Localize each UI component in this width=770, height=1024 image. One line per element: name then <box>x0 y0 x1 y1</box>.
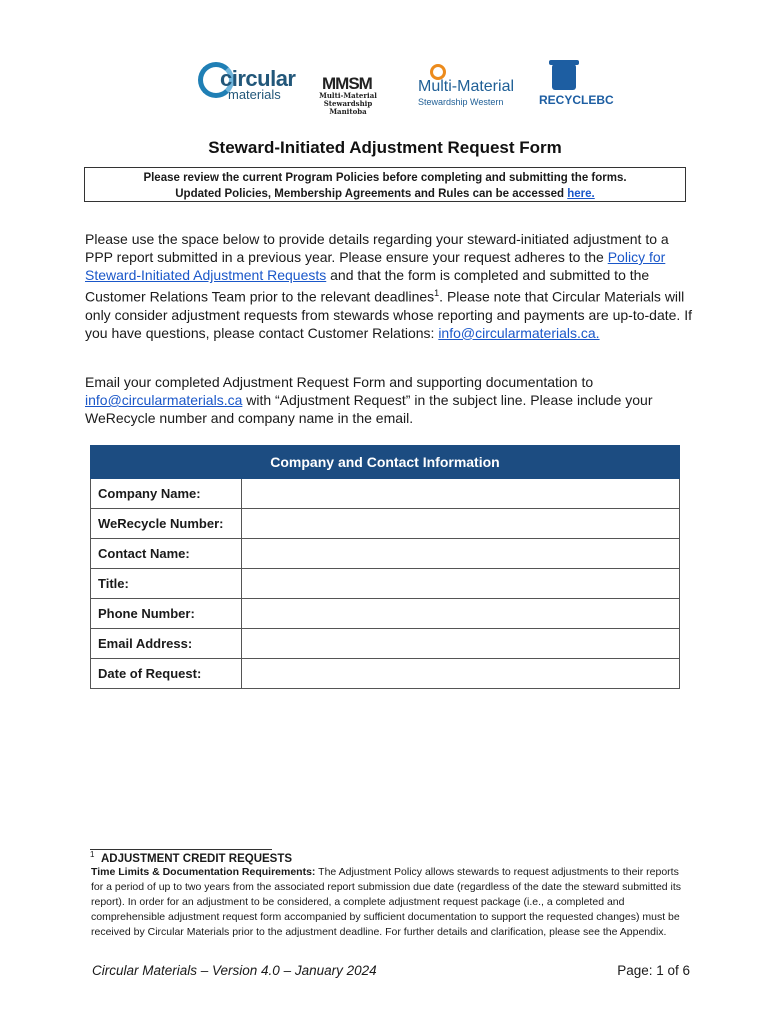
email-address-label: Email Address: <box>91 629 242 659</box>
company-name-label: Company Name: <box>91 479 242 509</box>
notice-line-2 <box>85 186 685 202</box>
mmsm-logo-title: MMSM <box>322 74 372 93</box>
table-row <box>91 539 680 569</box>
customer-relations-email-link[interactable]: info@circularmaterials.ca. <box>438 324 600 341</box>
company-name-field[interactable] <box>242 479 680 509</box>
footnote-text <box>91 865 691 940</box>
notice-line-1: Please review the current Program Policies before completing and submitting the forms. <box>143 172 627 184</box>
policies-here-link[interactable]: here. <box>567 188 595 200</box>
werecycle-number-label: WeRecycle Number: <box>91 509 242 539</box>
para2-text-a: Email your completed Adjustment Request Form and supporting documentation to <box>85 374 594 390</box>
circular-logo-text: circular <box>220 66 296 91</box>
mmsw-logo-title: Multi-Material <box>418 78 515 95</box>
mmsw-logo-subtitle: Stewardship Western <box>418 97 504 107</box>
title-label: Title: <box>91 569 242 599</box>
policy-notice-box <box>84 167 686 202</box>
company-contact-table <box>90 445 680 689</box>
footnote-reference: 1 <box>434 288 440 298</box>
email-instructions-paragraph <box>85 373 695 427</box>
date-of-request-label: Date of Request: <box>91 659 242 689</box>
notice-line-2-text: Updated Policies, Membership Agreements and Rules can be accessed <box>175 188 568 200</box>
mmsm-logo <box>308 60 388 116</box>
table-header-row <box>91 446 680 479</box>
phone-number-field[interactable] <box>242 599 680 629</box>
recycle-bin-icon <box>552 64 576 90</box>
table-row <box>91 569 680 599</box>
instructions-paragraph <box>85 230 695 342</box>
table-header: Company and Contact Information <box>91 446 680 479</box>
email-address-field[interactable] <box>242 629 680 659</box>
table-row <box>91 629 680 659</box>
submission-email-link[interactable]: info@circularmaterials.ca <box>85 392 243 408</box>
para1-text-a: Please use the space below to provide details regarding your steward-initiated adjustment to a PPP report submitted in a previous year. Please ensure your request adheres to the <box>85 231 669 265</box>
mmsw-logo <box>418 60 523 110</box>
footnote-mark: 1 <box>90 850 95 859</box>
recyclebc-logo-text: RECYCLEBC <box>539 93 614 107</box>
materials-logo-text: materials <box>228 87 281 102</box>
footnote-body: The Adjustment Policy allows stewards to request adjustments to their reports for a period of up to two years from the associated report submission due date (regardless of the date the steward submitted its report). In order for an adjustment to be considered, a complete adjustment request package (i.e., a completed and comprehensible adjustment request form accompanied by sufficient documentation to support the requested changes) must be received by Circular Materials prior to the adjustment deadline. For further details and clarification, please see the Appendix. <box>91 866 682 938</box>
mmsm-logo-subtitle <box>308 92 388 116</box>
table-row <box>91 659 680 689</box>
para1-text-b: and that the form is completed and submitted to the Customer Relations Team prior to the relevant deadlines <box>85 267 650 305</box>
adjustment-policy-link[interactable]: Policy for Steward-Initiated Adjustment Requests <box>85 249 666 283</box>
table-row <box>91 509 680 539</box>
date-of-request-field[interactable] <box>242 659 680 689</box>
table-row <box>91 479 680 509</box>
table-row <box>91 599 680 629</box>
contact-name-field[interactable] <box>242 539 680 569</box>
contact-name-label: Contact Name: <box>91 539 242 569</box>
footnote-divider <box>90 849 272 850</box>
phone-number-label: Phone Number: <box>91 599 242 629</box>
circular-materials-logo <box>198 60 298 108</box>
logo-strip <box>0 60 770 115</box>
mmsm-sub-line1: Multi-Material <box>319 91 377 100</box>
para2-text-b: with “Adjustment Request” in the subject line. Please include your WeRecycle number and company name in the email. <box>85 392 653 426</box>
page-title: Steward-Initiated Adjustment Request Form <box>208 138 562 157</box>
footnote-heading: ADJUSTMENT CREDIT REQUESTS <box>101 853 293 865</box>
footer-version: Circular Materials – Version 4.0 – January 2024 <box>92 963 377 978</box>
para1-text-c: . Please note that Circular Materials will only consider adjustment requests from stewards whose reporting and payments are up-to-date. If you have questions, please contact Customer Relations: <box>85 288 692 341</box>
footnote-subheading: Time Limits & Documentation Requirements: <box>91 866 316 878</box>
title-field[interactable] <box>242 569 680 599</box>
mmsm-sub-line2: Stewardship Manitoba <box>323 99 373 116</box>
recyclebc-logo <box>539 60 614 110</box>
werecycle-number-field[interactable] <box>242 509 680 539</box>
footer-page-number: Page: 1 of 6 <box>617 963 690 978</box>
